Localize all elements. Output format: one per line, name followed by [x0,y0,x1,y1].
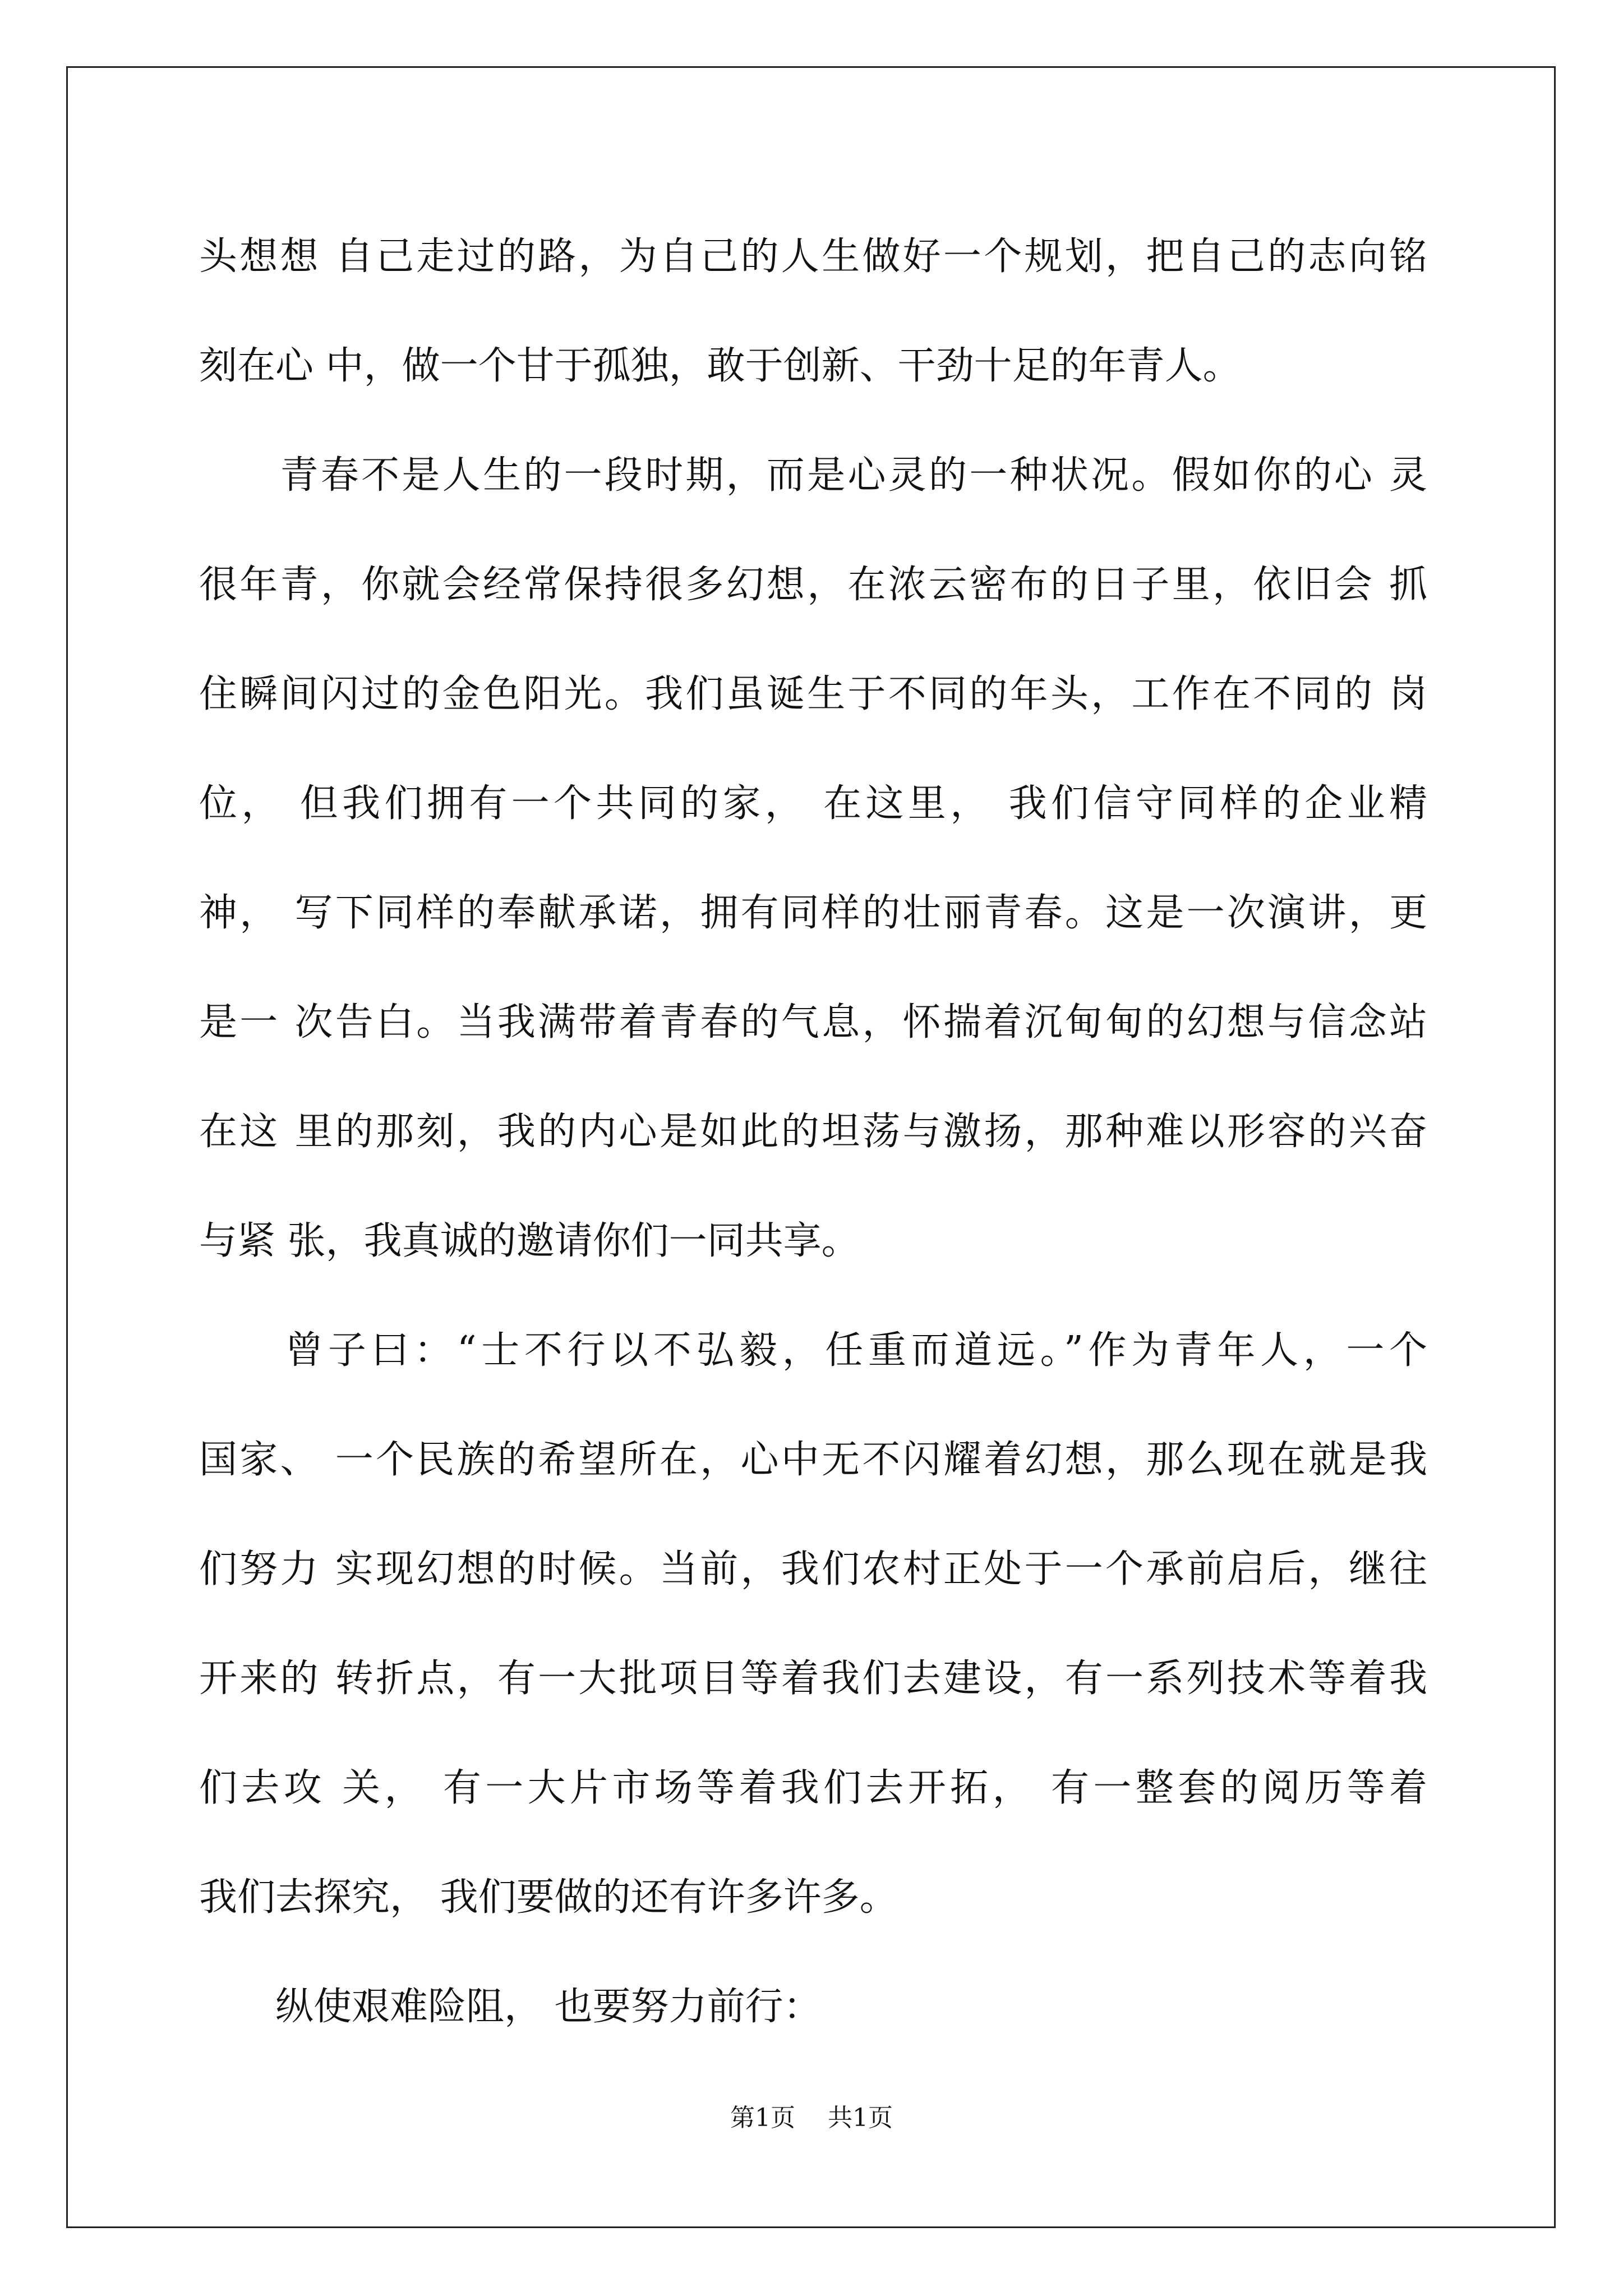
text-line: 位， 但我们拥有一个共同的家， 在这里， 我们信守同样的企业精 [199,781,1427,826]
text-line: 国家、 一个民族的希望所在，心中无不闪耀着幻想，那么现在就是我 [199,1438,1427,1482]
page-footer: 第1页 共1页 [730,2104,893,2132]
text-line: 很年青，你就会经常保持很多幻想，在浓云密布的日子里，依旧会 抓 [199,563,1427,607]
text-line: 我们去探究， 我们要做的还有许多许多。 [199,1875,898,1920]
text-line: 们努力 实现幻想的时候。当前，我们农村正处于一个承前启后，继往 [199,1547,1427,1591]
text-line: 开来的 转折点，有一大批项目等着我们去建设，有一系列技术等着我 [199,1657,1427,1701]
text-line: 与紧 张，我真诚的邀请你们一同共享。 [199,1219,860,1263]
text-line: 在这 里的那刻，我的内心是如此的坦荡与激扬，那种难以形容的兴奋 [199,1110,1427,1154]
text-line: 纵使艰难险阻， 也要努力前行： [199,1985,822,2029]
text-line: 住瞬间闪过的金色阳光。我们虽诞生于不同的年头，工作在不同的 岗 [199,672,1427,716]
text-line: 青春不是人生的一段时期，而是心灵的一种状况。假如你的心 灵 [199,453,1427,498]
text-line: 刻在心 中，做一个甘于孤独，敢于创新、干劲十足的年青人。 [199,344,1241,388]
text-line: 头想想 自己走过的路，为自己的人生做好一个规划，把自己的志向铭 [199,234,1427,279]
text-line: 是一 次告白。当我满带着青春的气息，怀揣着沉甸甸的幻想与信念站 [199,1000,1427,1045]
text-line: 们去攻 关， 有一大片市场等着我们去开拓， 有一整套的阅历等着 [199,1766,1427,1810]
text-line: 神， 写下同样的奉献承诺，拥有同样的壮丽青春。这是一次演讲，更 [199,891,1427,935]
text-line: 曾子曰：“士不行以不弘毅，任重而道远。”作为青年人，一个 [199,1328,1427,1373]
